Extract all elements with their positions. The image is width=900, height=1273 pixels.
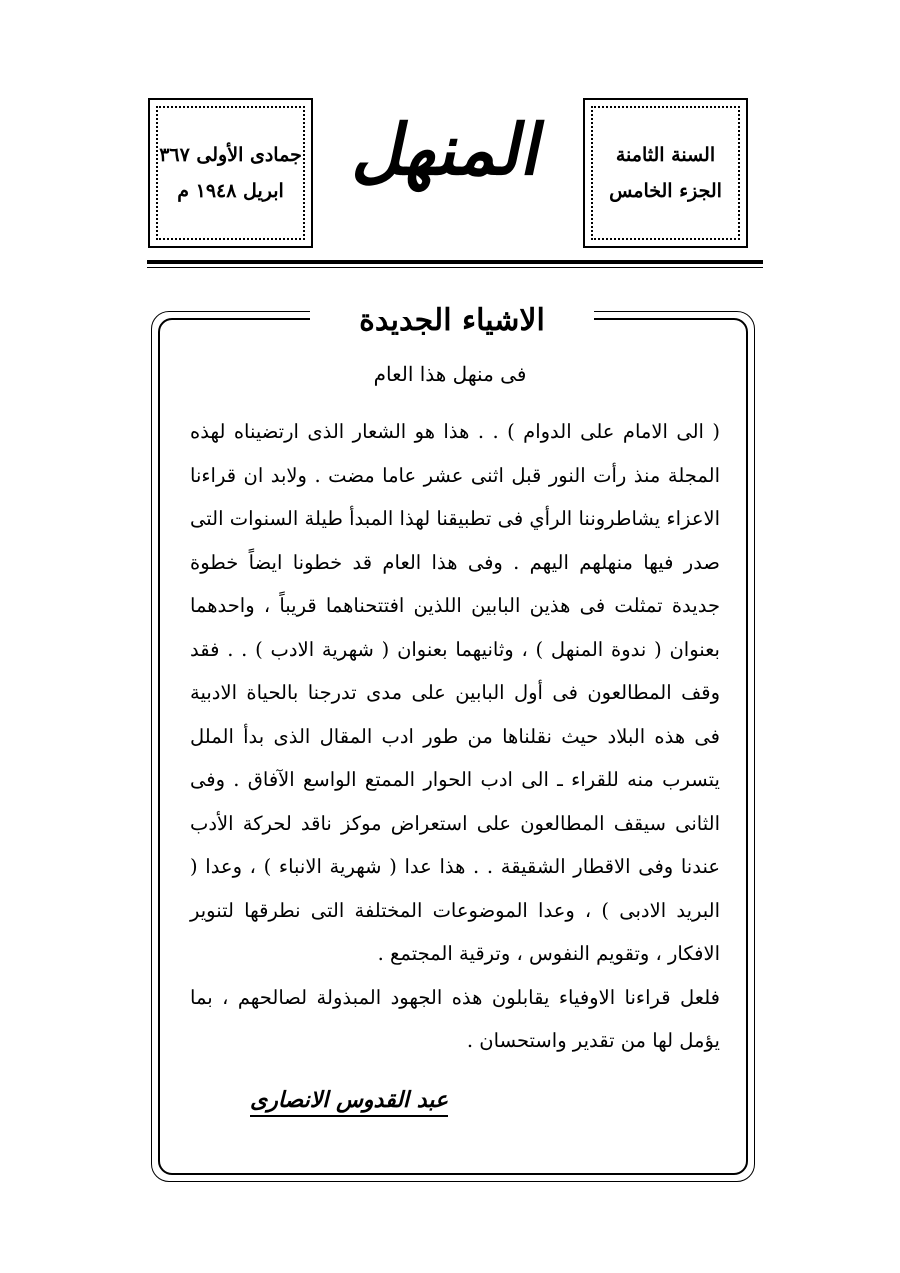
article-title-banner: [310, 298, 594, 342]
date-box: [148, 98, 313, 248]
author-signature: عبد القدوس الانصارى: [250, 1087, 448, 1117]
journal-name: المنهل: [347, 108, 553, 191]
masthead: [140, 90, 760, 260]
article-body: [190, 410, 720, 1063]
hijri-date: جمادى الأولى ٣٦٧: [159, 143, 302, 166]
volume-year: السنة الثامنة: [615, 143, 716, 166]
header-rule-thin: [147, 267, 763, 268]
paragraph-1: ( الى الامام على الدوام ) . . هذا هو الشعار الذى ارتضيناه لهذه المجلة منذ رأت النور قبل اثنى عشر عاما مضت . ولابد ان قراءنا الاعزاء يشاطروننا الرأي فى تطبيقنا لهذا المبدأ طيلة السنوات التى صدر فيها منهلهم اليهم . وفى هذا العام قد خطونا ايضاً خطوة جديدة تمثلت فى هذين البابين اللذين افتتحناهما قريباً ، واحدهما بعنوان ( ندوة المنهل ) ، وثانيهما بعنوان ( شهرية الادب ) . . فقد وقف المطالعون فى أول البابين على مدى تدرجنا بالحياة الادبية فى هذه البلاد حيث نقلناها من طور ادب المقال الذى بدأ الملل يتسرب منه للقراء ـ الى ادب الحوار الممتع الواسع الآفاق . وفى الثانى سيقف المطالعون على استعراض موكز ناقد لحركة الأدب عندنا وفى الاقطار الشقيقة . . هذا عدا ( شهرية الانباء ) ، وعدا ( البريد الادبى ) ، وعدا الموضوعات المختلفة التى نطرقها لتنوير الافكار ، وتقويم النفوس ، وترقية المجتمع .: [190, 420, 720, 965]
paragraph-2: فلعل قراءنا الاوفياء يقابلون هذه الجهود المبذولة لصالحهم ، بما يؤمل لها من تقدير واستحسان .: [190, 985, 720, 1052]
article-subtitle: فى منهل هذا العام: [373, 362, 527, 386]
article-title: الاشياء الجديدة: [359, 302, 545, 338]
issue-box: [583, 98, 748, 248]
header-rule: [147, 260, 763, 264]
gregorian-date: ابريل ١٩٤٨ م: [177, 180, 284, 202]
issue-part: الجزء الخامس: [609, 180, 722, 202]
